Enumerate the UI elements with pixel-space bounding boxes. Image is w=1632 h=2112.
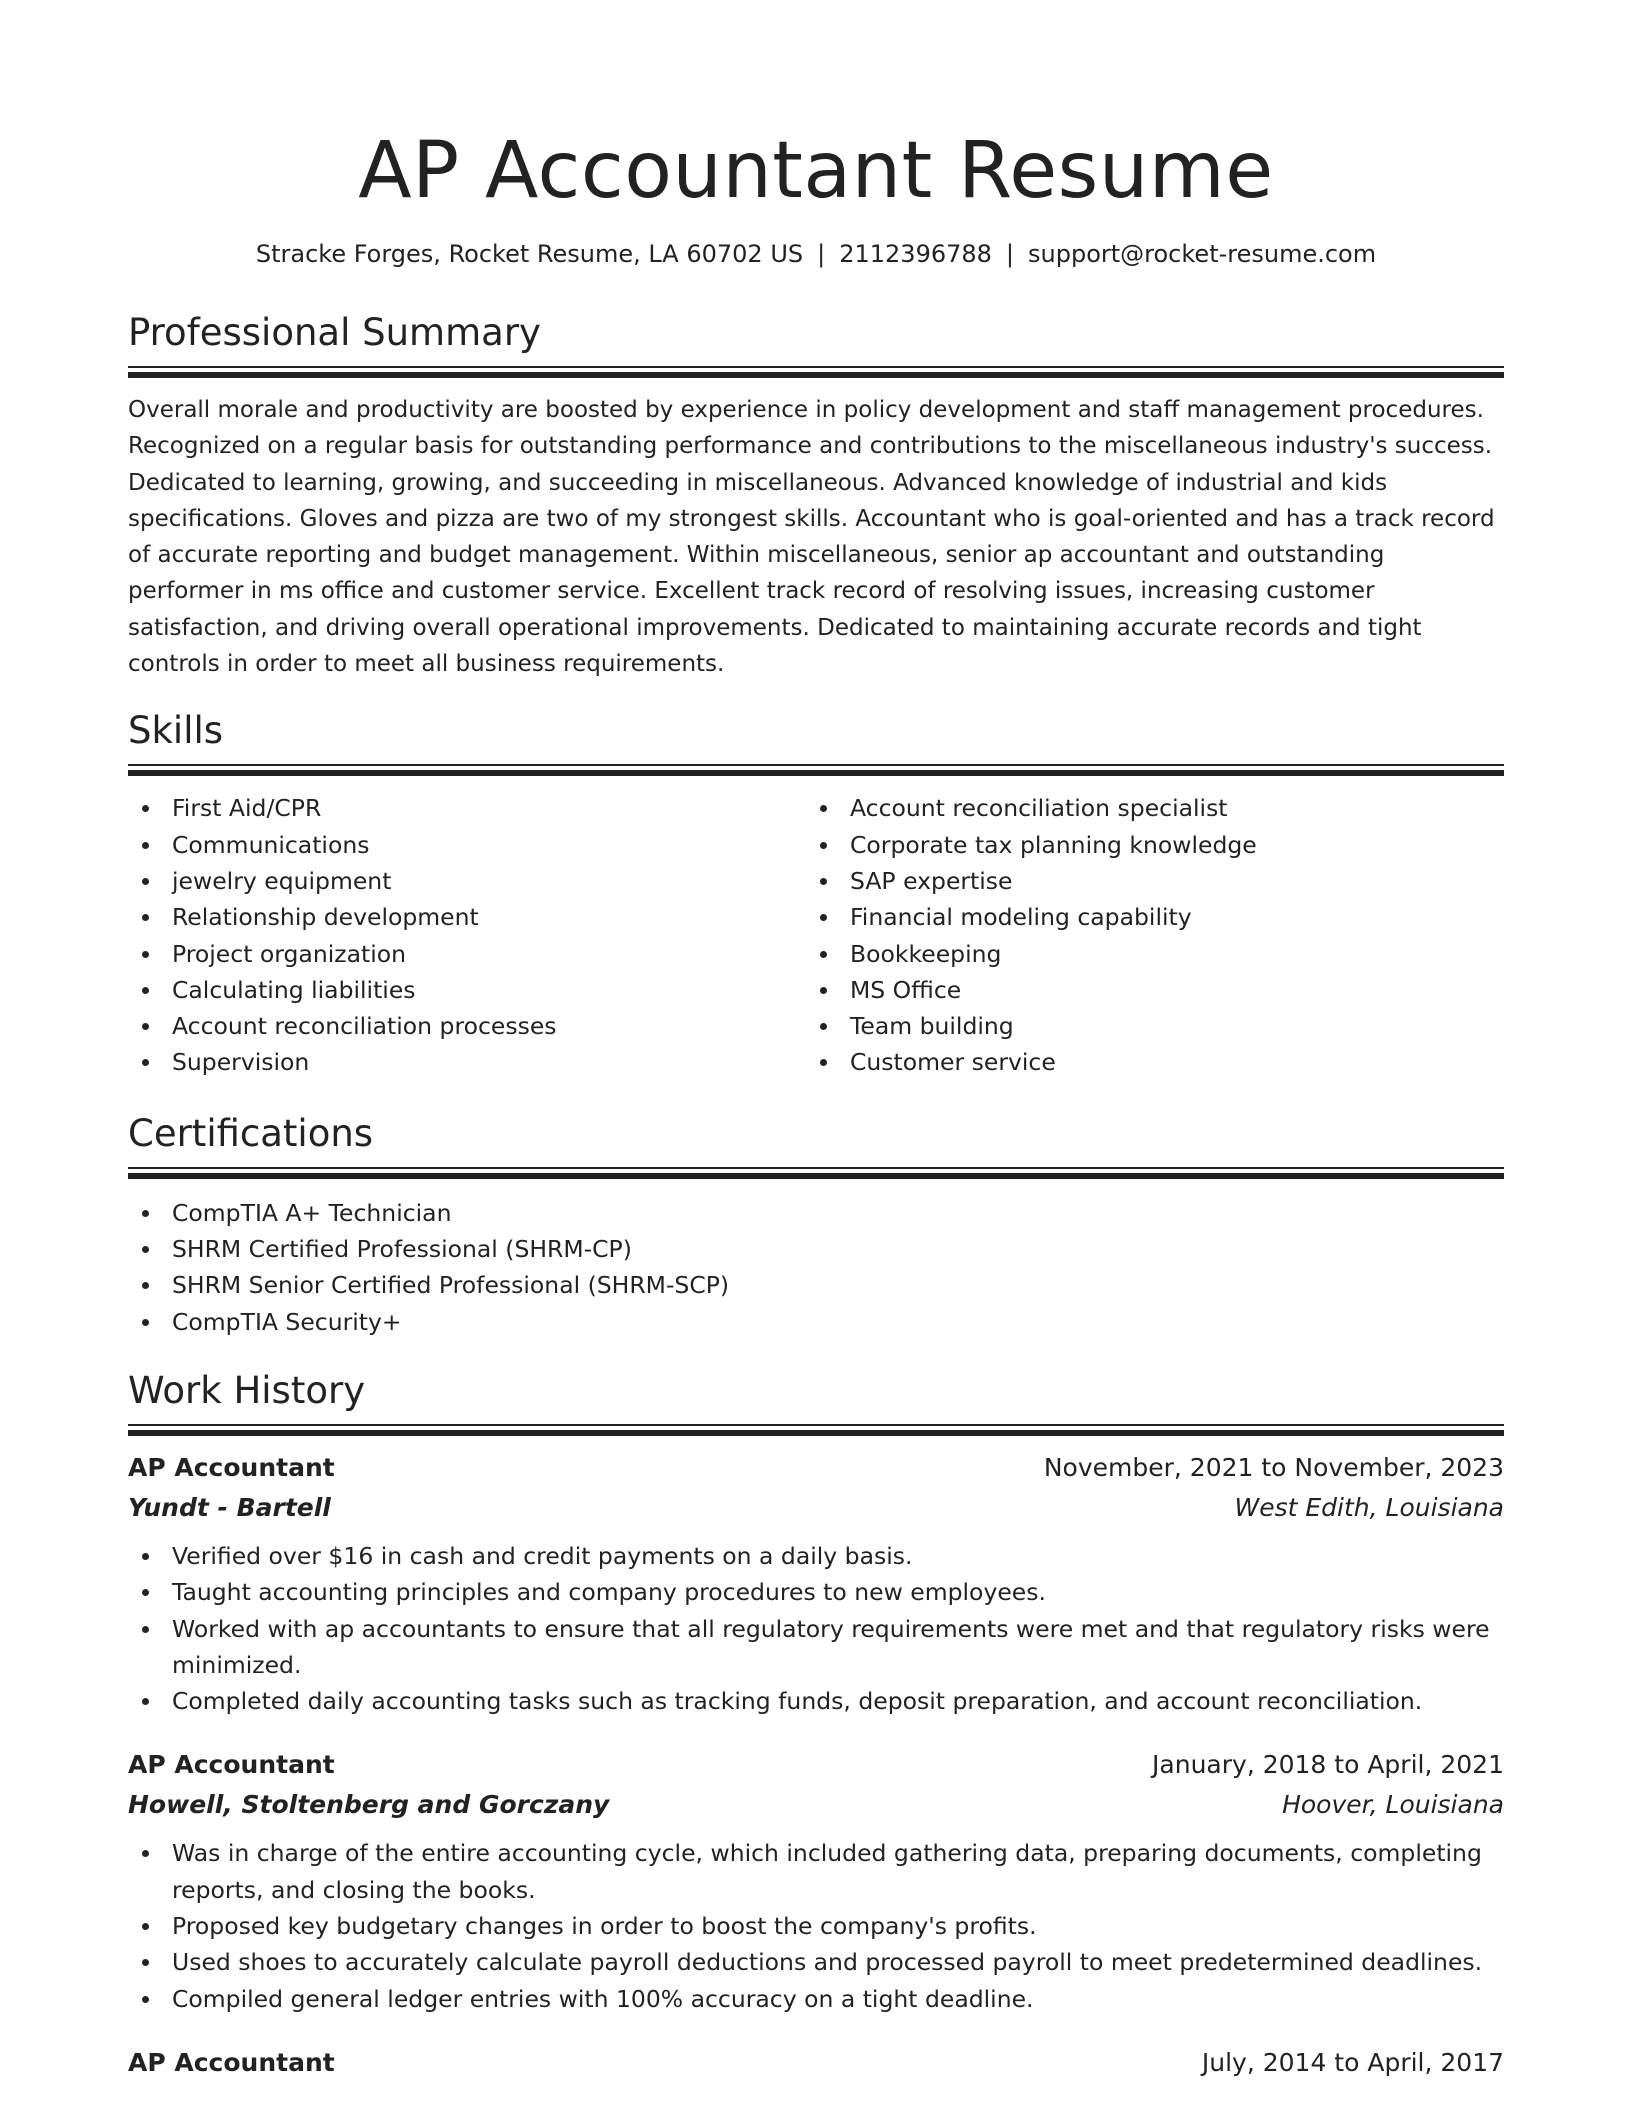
skill-item: SAP expertise	[806, 863, 1484, 899]
job-dates: November, 2021 to November, 2023	[1043, 1452, 1504, 1482]
skill-item: Account reconciliation processes	[128, 1008, 806, 1044]
skill-item: Relationship development	[128, 899, 806, 935]
skills-list-left	[128, 790, 806, 1080]
skill-item: Customer service	[806, 1044, 1484, 1080]
skill-item: Account reconciliation specialist	[806, 790, 1484, 826]
contact-address: Stracke Forges, Rocket Resume, LA 60702 US	[255, 240, 804, 268]
job-entry	[128, 2043, 1504, 2083]
job-location: West Edith, Louisiana	[1234, 1492, 1504, 1522]
section-rule	[128, 366, 1504, 378]
job-bullet: Compiled general ledger entries with 100% accuracy on a tight deadline.	[128, 1981, 1504, 2017]
job-bullet: Was in charge of the entire accounting cycle, which included gathering data, preparing documents, completing reports, and closing the books.	[128, 1835, 1504, 1908]
skill-item: Communications	[128, 827, 806, 863]
skill-item: Calculating liabilities	[128, 972, 806, 1008]
contact-separator: |	[1005, 240, 1015, 268]
job-bullet: Verified over $16 in cash and credit payments on a daily basis.	[128, 1538, 1504, 1574]
certification-item: CompTIA Security+	[128, 1304, 1504, 1340]
section-rule	[128, 1167, 1504, 1179]
section-heading-work-history: Work History	[128, 1368, 366, 1412]
certifications-list	[128, 1195, 1504, 1340]
skill-item: MS Office	[806, 972, 1484, 1008]
job-company-row	[128, 1785, 1504, 1825]
skill-item: Bookkeeping	[806, 936, 1484, 972]
section-rule	[128, 764, 1504, 776]
job-bullet: Worked with ap accountants to ensure that all regulatory requirements were met and that regulatory risks were minimized.	[128, 1611, 1504, 1684]
job-entry	[128, 1448, 1504, 1719]
job-header-row	[128, 1745, 1504, 1785]
section-heading-certifications: Certifications	[128, 1111, 374, 1155]
skills-section	[128, 708, 1504, 1080]
job-bullet: Used shoes to accurately calculate payroll deductions and processed payroll to meet predetermined deadlines.	[128, 1944, 1504, 1980]
job-dates: July, 2014 to April, 2017	[1201, 2047, 1504, 2077]
summary-text: Overall morale and productivity are boosted by experience in policy development and staff management procedures. Recognized on a regular basis for outstanding performance and contributions to the miscellaneous industry's success. Dedicated to learning, growing, and succeeding in miscellaneous. Advanced knowledge of industrial and kids specifications. Gloves and pizza are two of my strongest skills. Accountant who is goal-oriented and has a track record of accurate reporting and budget management. Within miscellaneous, senior ap accountant and outstanding performer in ms office and customer service. Excellent track record of resolving issues, increasing customer satisfaction, and driving overall operational improvements. Dedicated to maintaining accurate records and tight controls in order to meet all business requirements.	[128, 397, 1495, 678]
contact-separator: |	[817, 240, 826, 268]
skills-grid	[128, 790, 1504, 1080]
certifications-section	[128, 1111, 1504, 1340]
skill-item: Supervision	[128, 1044, 806, 1080]
skill-item: Team building	[806, 1008, 1484, 1044]
job-title: AP Accountant	[128, 2047, 335, 2077]
job-company: Howell, Stoltenberg and Gorczany	[128, 1790, 610, 1820]
contact-email: support@rocket-resume.com	[1028, 240, 1377, 268]
job-bullets	[128, 1835, 1504, 2016]
skill-item: First Aid/CPR	[128, 790, 806, 826]
contact-line	[128, 238, 1504, 270]
job-title: AP Accountant	[128, 1750, 335, 1780]
job-bullet: Proposed key budgetary changes in order to boost the company's profits.	[128, 1908, 1504, 1944]
job-company-row	[128, 1488, 1504, 1528]
skill-item: Corporate tax planning knowledge	[806, 827, 1484, 863]
job-location: Hoover, Louisiana	[1282, 1790, 1504, 1820]
contact-phone: 2112396788	[839, 240, 992, 268]
certification-item: SHRM Senior Certified Professional (SHRM-SCP)	[128, 1267, 1504, 1303]
job-entry	[128, 1745, 1504, 2016]
page-title: AP Accountant Resume	[358, 126, 1274, 216]
job-company: Yundt - Bartell	[128, 1492, 331, 1522]
skill-item: Financial modeling capability	[806, 899, 1484, 935]
job-header-row	[128, 2043, 1504, 2083]
job-bullet: Taught accounting principles and company procedures to new employees.	[128, 1574, 1504, 1610]
job-header-row	[128, 1448, 1504, 1488]
certification-item: SHRM Certified Professional (SHRM-CP)	[128, 1231, 1504, 1267]
section-rule	[128, 1424, 1504, 1436]
section-heading-summary: Professional Summary	[128, 311, 541, 354]
skills-list-right	[806, 790, 1484, 1080]
job-dates: January, 2018 to April, 2021	[1152, 1750, 1504, 1780]
skill-item: jewelry equipment	[128, 863, 806, 899]
job-bullets	[128, 1538, 1504, 1719]
resume-page	[128, 0, 1504, 2112]
work-history-section	[128, 1368, 1504, 2083]
certification-item: CompTIA A+ Technician	[128, 1195, 1504, 1231]
skill-item: Project organization	[128, 936, 806, 972]
job-bullet: Completed daily accounting tasks such as tracking funds, deposit preparation, and account reconciliation.	[128, 1683, 1504, 1719]
job-title: AP Accountant	[128, 1452, 335, 1482]
summary-section	[128, 310, 1504, 682]
section-heading-skills: Skills	[128, 709, 224, 753]
